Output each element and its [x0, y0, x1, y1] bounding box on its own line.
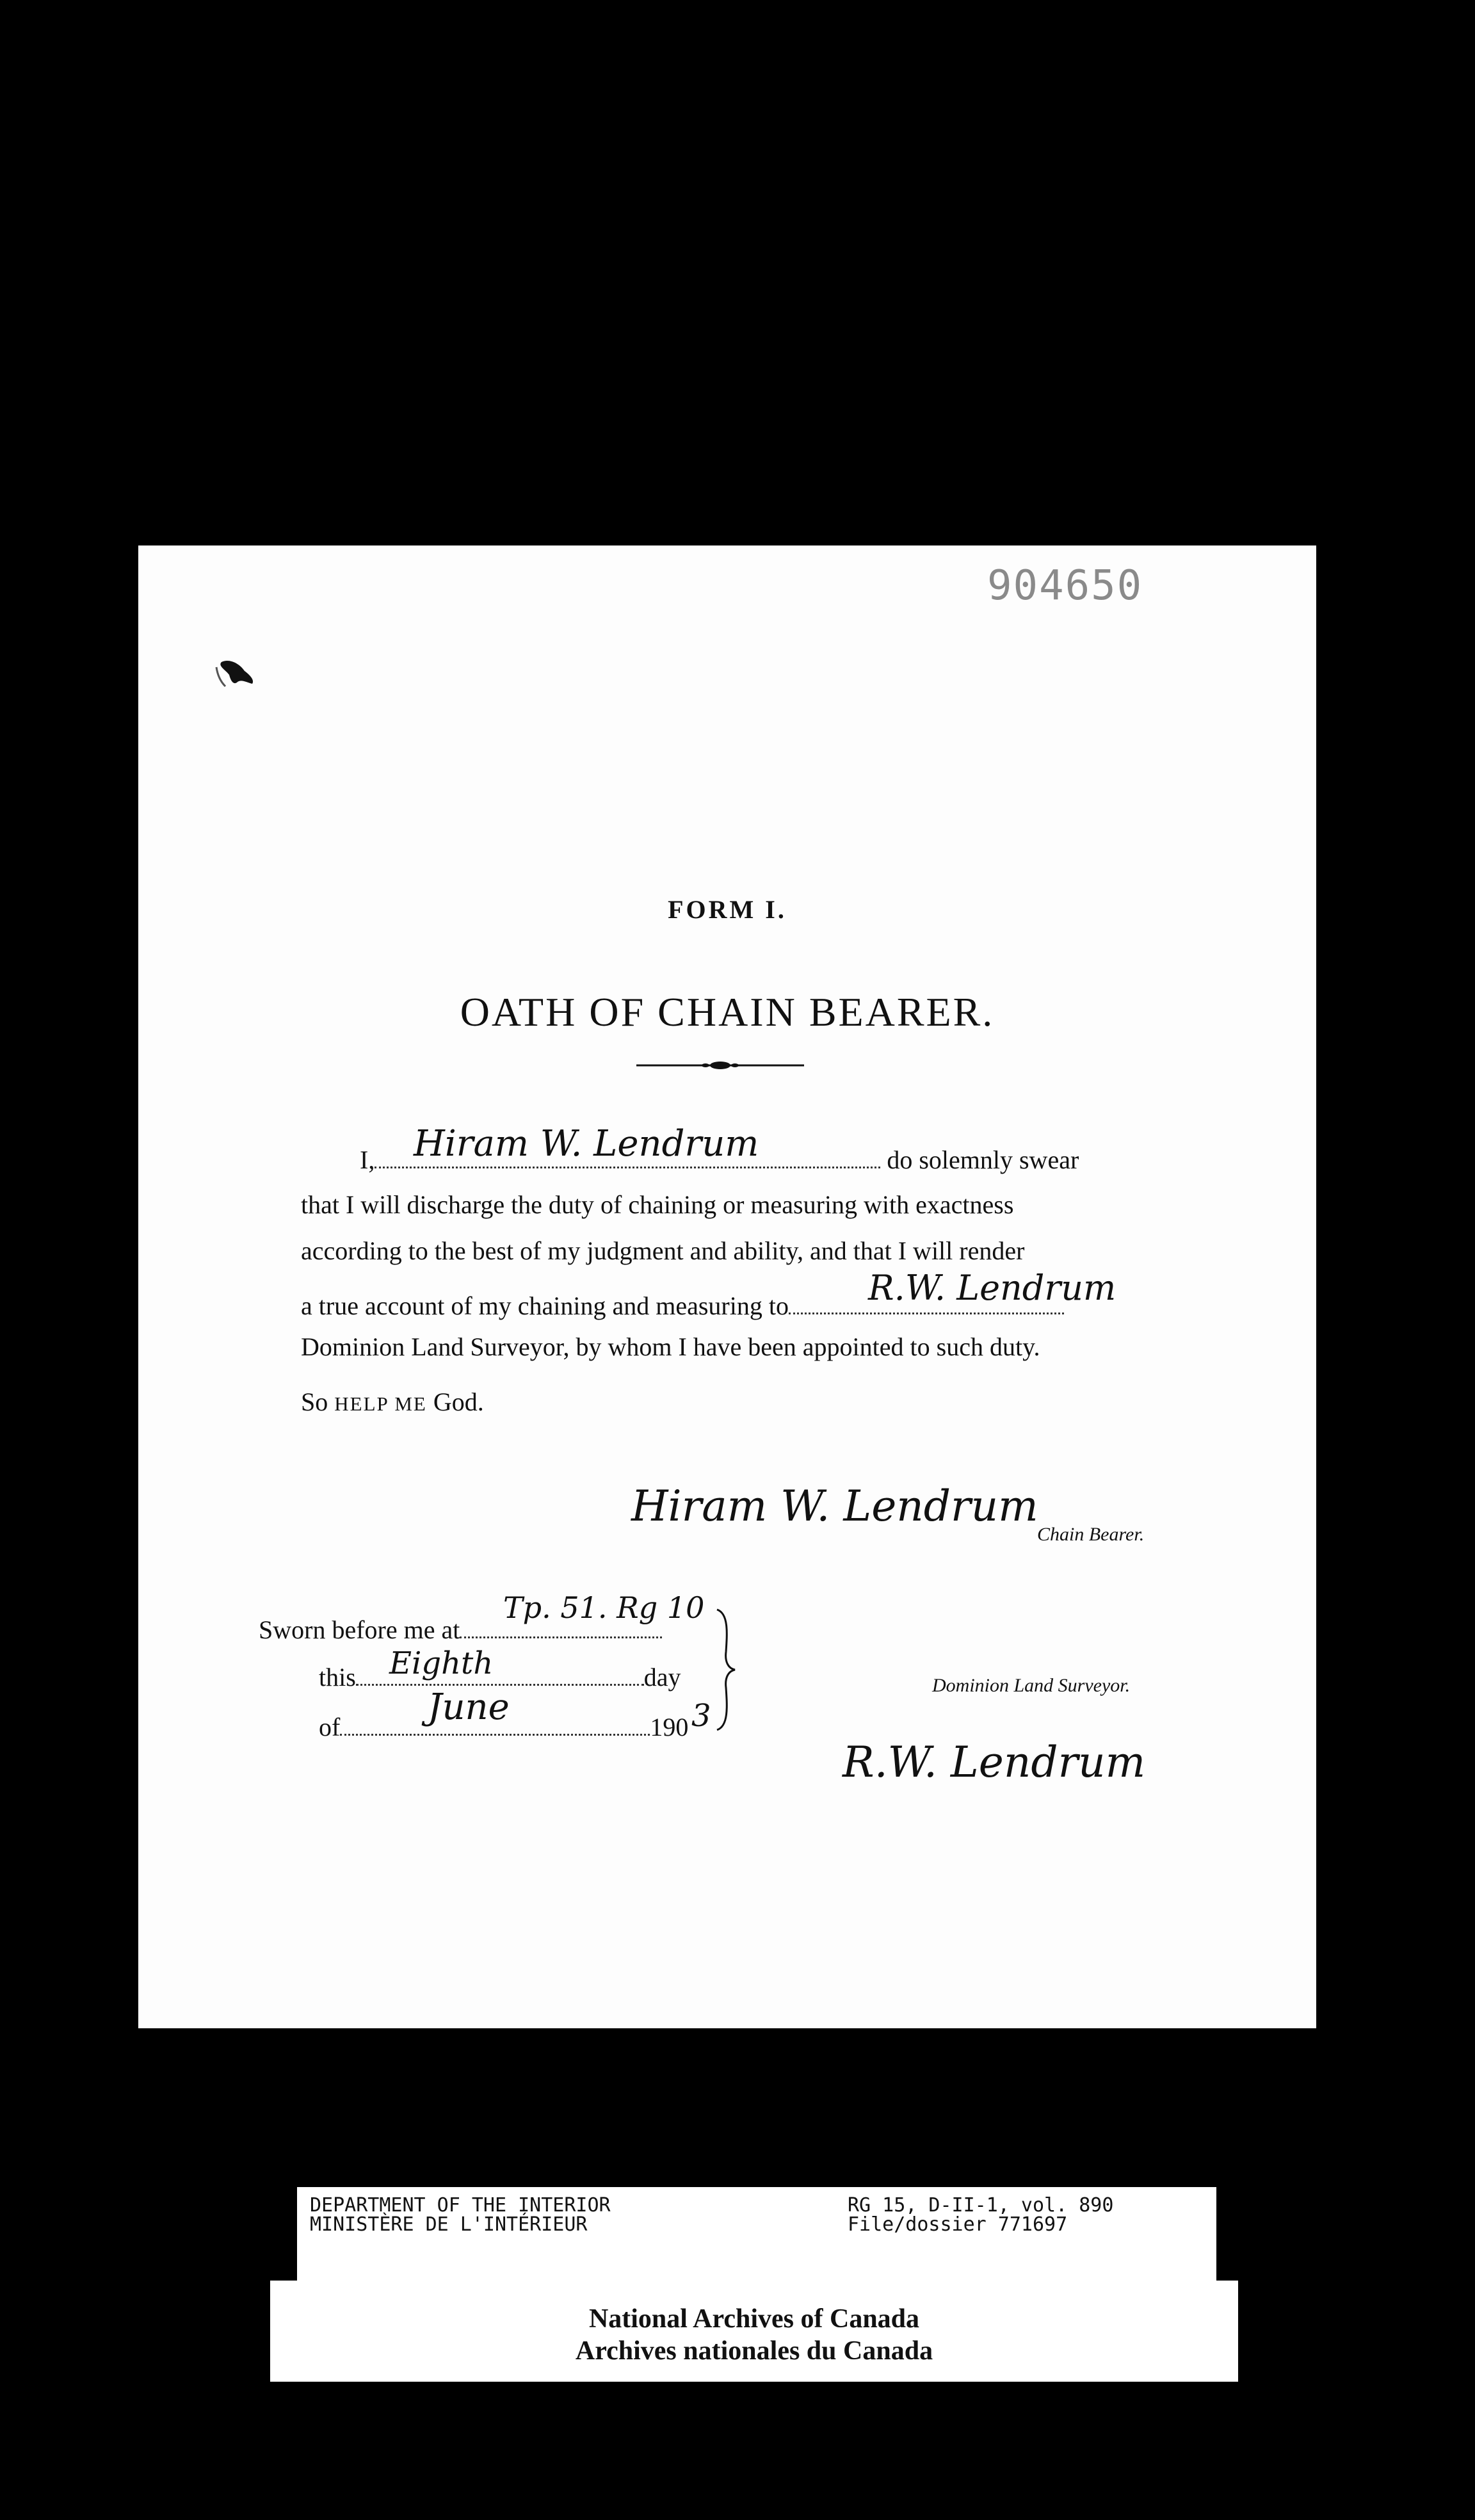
oath-prefix: I,	[360, 1145, 375, 1174]
dept-fr: MINISTÈRE DE L'INTÉRIEUR	[310, 2213, 588, 2236]
sworn-year-digit: 3	[691, 1698, 711, 1734]
oath-line-3: according to the best of my judgment and ability, and that I will render	[301, 1236, 1025, 1265]
sworn-brace	[713, 1607, 739, 1732]
sworn-line-2	[319, 1658, 681, 1690]
document-title: OATH OF CHAIN BEARER.	[460, 989, 995, 1035]
oath-line-6	[301, 1389, 484, 1415]
oath-line-5: Dominion Land Surveyor, by whom I have been appointed to such duty.	[301, 1332, 1040, 1361]
sworn-year: 190	[650, 1713, 689, 1741]
title-divider	[636, 1058, 804, 1073]
sworn-day-handwritten: Eighth	[389, 1645, 494, 1681]
document-page	[138, 545, 1316, 2028]
oath-suffix: do solemnly swear	[887, 1145, 1079, 1174]
dept-en: DEPARTMENT OF THE INTERIOR	[310, 2194, 611, 2217]
sworn-this: this	[319, 1663, 356, 1692]
oath-line-4-text: a true account of my chaining and measuring to	[301, 1291, 789, 1320]
archives-en: National Archives of Canada	[588, 2304, 920, 2334]
stamp-number: 904650	[987, 562, 1143, 610]
oath-line-2: that I will discharge the duty of chaining or measuring with exactness	[301, 1190, 1014, 1219]
chain-bearer-caption: Chain Bearer.	[1037, 1524, 1145, 1545]
national-archives-label	[270, 2281, 1238, 2382]
sworn-day: day	[643, 1663, 681, 1692]
sworn-place-handwritten: Tp. 51. Rg 10	[503, 1590, 705, 1625]
surveyor-name-handwritten: R.W. Lendrum	[868, 1268, 1116, 1308]
archive-file: File/dossier 771697	[848, 2213, 1068, 2236]
oath-help-me: HELP ME	[334, 1393, 427, 1415]
sworn-of: of	[319, 1713, 341, 1741]
archive-ref: RG 15, D-II-1, vol. 890	[848, 2194, 1114, 2217]
chain-bearer-signature: Hiram W. Lendrum	[631, 1482, 1038, 1531]
oath-so: So	[301, 1387, 328, 1416]
surveyor-caption: Dominion Land Surveyor.	[932, 1675, 1131, 1696]
archives-fr: Archives nationales du Canada	[575, 2336, 933, 2366]
surveyor-signature: R.W. Lendrum	[842, 1738, 1146, 1787]
form-label: FORM I.	[668, 895, 787, 924]
sworn-month-handwritten: June	[428, 1686, 510, 1728]
chain-bearer-name-handwritten: Hiram W. Lendrum	[414, 1123, 759, 1165]
archive-reference-label	[297, 2187, 1216, 2282]
oath-god: God.	[433, 1387, 484, 1416]
sworn-before-me: Sworn before me at	[259, 1615, 460, 1644]
ink-blot	[211, 654, 262, 699]
